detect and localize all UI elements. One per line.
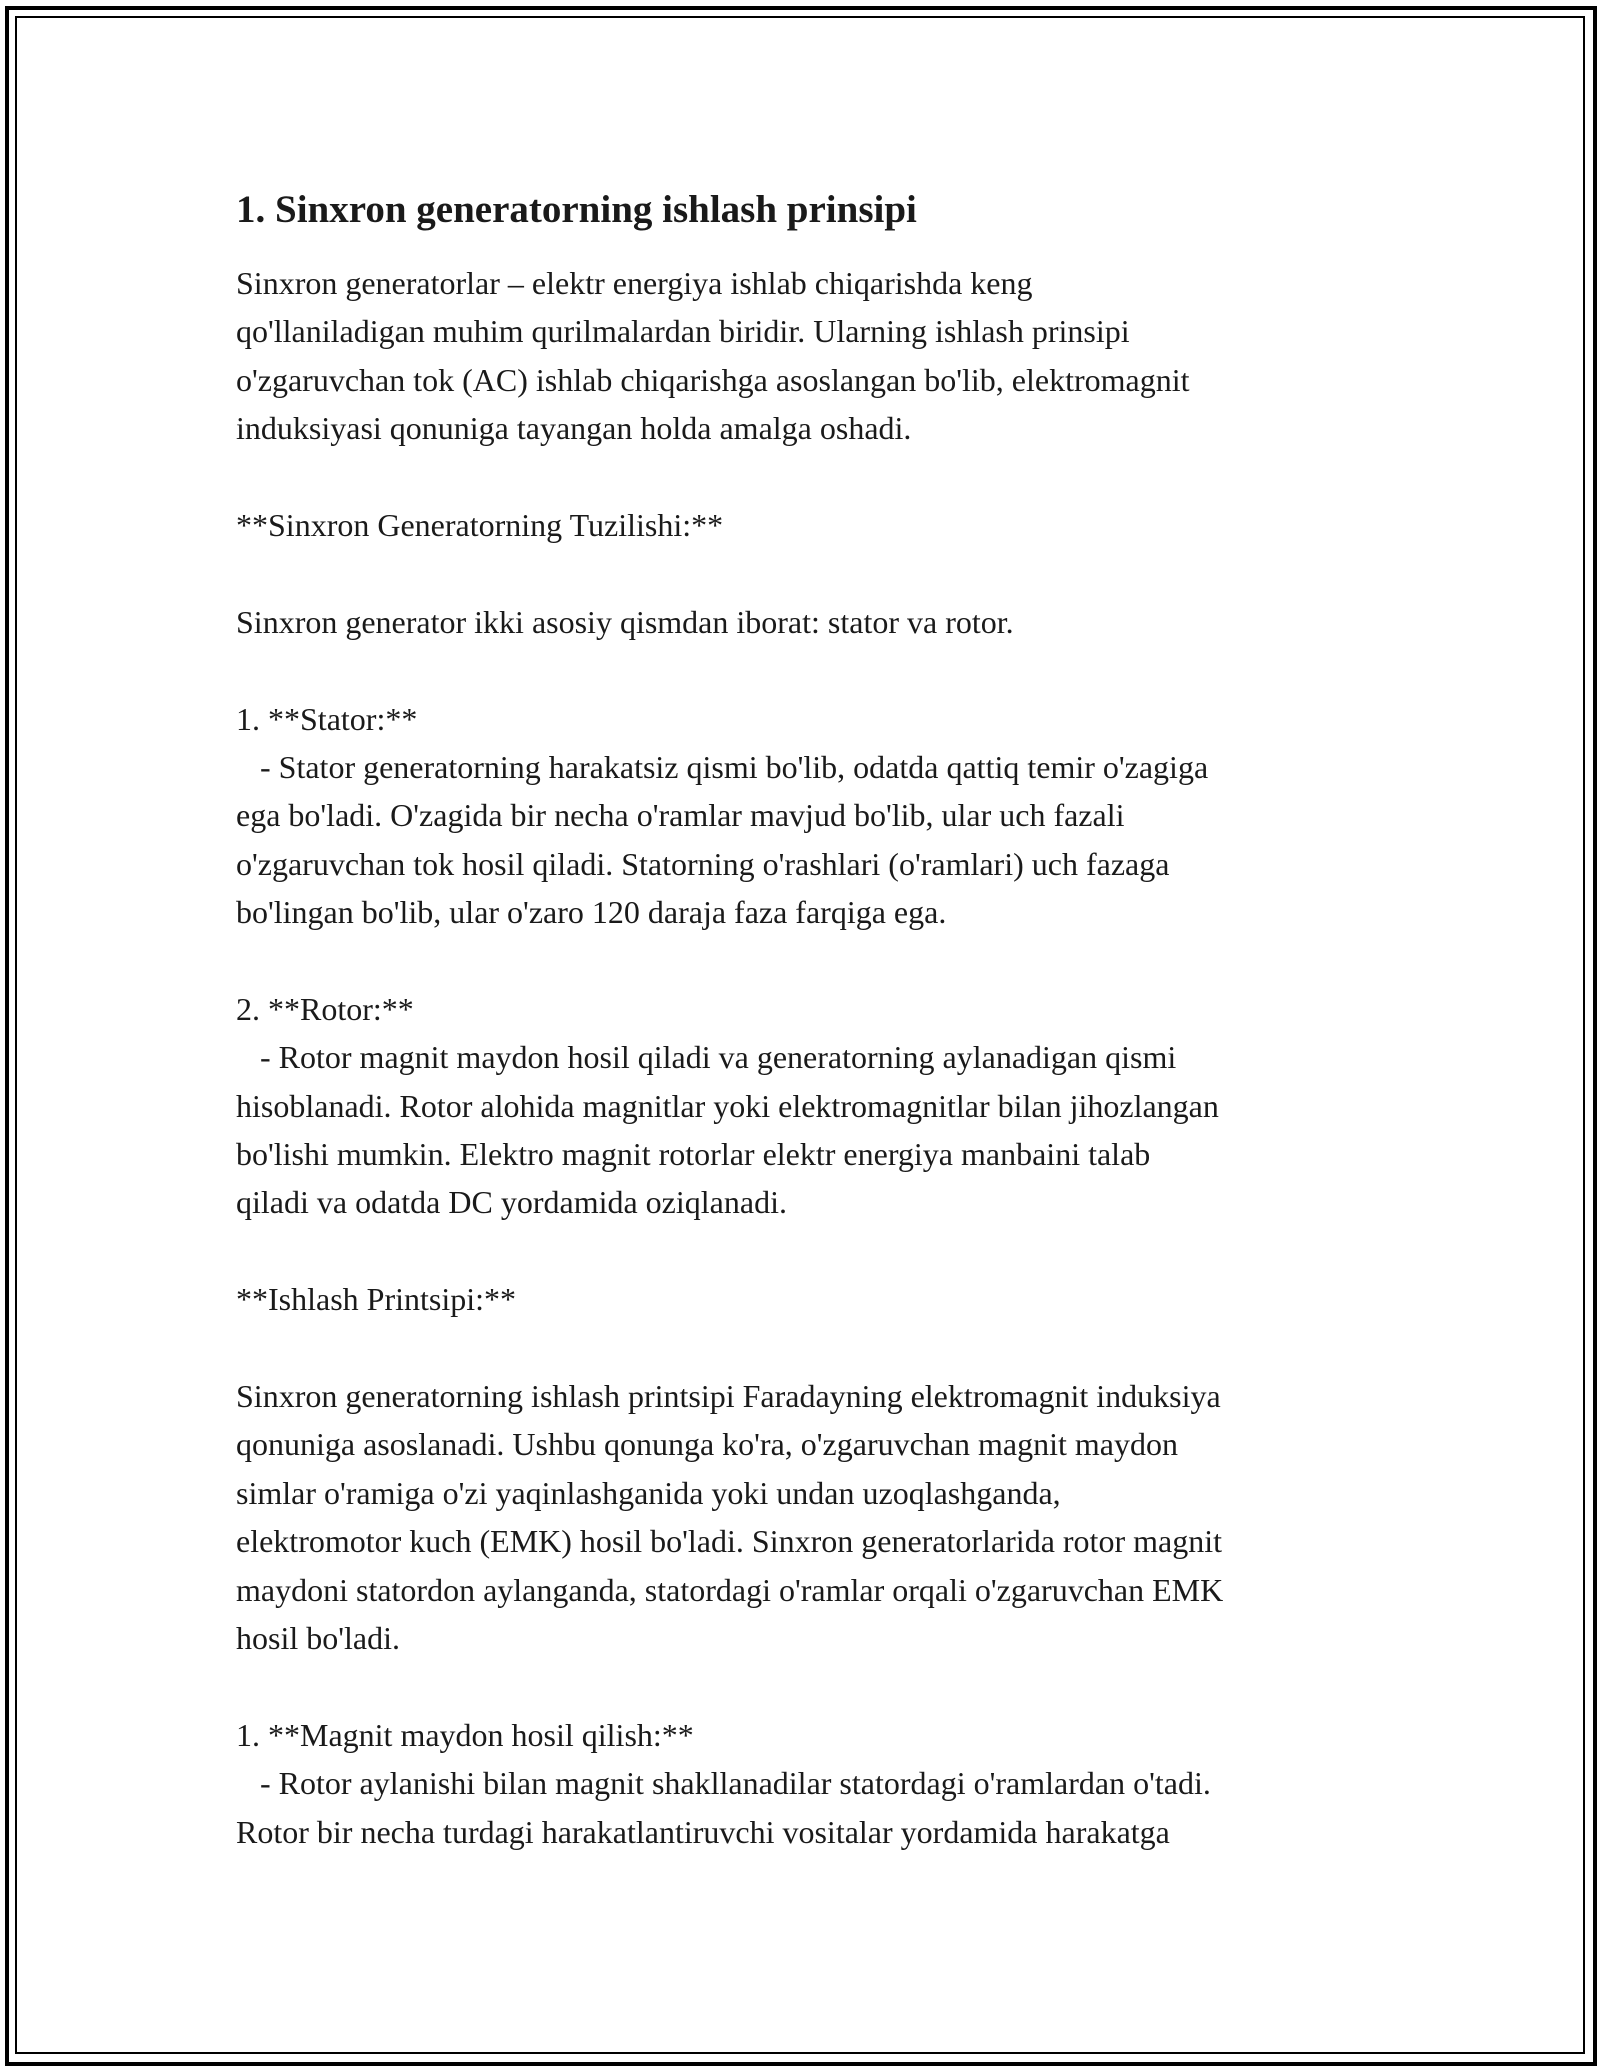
text-line: simlar o'ramiga o'zi yaqinlashganida yoki undan uzoqlashganda,	[236, 1474, 1061, 1511]
blank-line	[236, 453, 1376, 501]
text-line: **Sinxron Generatorning Tuzilishi:**	[236, 506, 724, 543]
text-line: o'zgaruvchan tok (AC) ishlab chiqarishga asoslangan bo'lib, elektromagnit	[236, 361, 1190, 398]
text-line: Rotor bir necha turdagi harakatlantiruvchi vositalar yordamida harakatga	[236, 1813, 1170, 1850]
text-line: induksiyasi qonuniga tayangan holda amalga oshadi.	[236, 410, 912, 447]
text-line: qiladi va odatda DC yordamida oziqlanadi.	[236, 1184, 787, 1221]
blank-line	[236, 549, 1376, 597]
text-line: 2. **Rotor:**	[236, 990, 414, 1027]
text-line: Sinxron generator ikki asosiy qismdan iborat: stator va rotor.	[236, 603, 1014, 640]
blank-line	[236, 1324, 1376, 1372]
text-line: bo'lishi mumkin. Elektro magnit rotorlar elektr energiya manbaini talab	[236, 1136, 1151, 1173]
blank-line	[236, 646, 1376, 694]
text-line: qonuniga asoslanadi. Ushbu qonunga ko'ra, o'zgaruvchan magnit maydon	[236, 1426, 1178, 1463]
text-line: Sinxron generatorlar – elektr energiya ishlab chiqarishda keng	[236, 265, 1033, 301]
blank-line	[236, 936, 1376, 984]
blank-line	[236, 1662, 1376, 1710]
text-line: hosil bo'ladi.	[236, 1619, 400, 1656]
paragraph-lines	[236, 259, 1376, 1856]
document-body	[236, 186, 1376, 1856]
text-line: - Rotor aylanishi bilan magnit shakllanadilar statordagi o'ramlardan o'tadi.	[236, 1765, 1211, 1802]
text-line: hisoblanadi. Rotor alohida magnitlar yoki elektromagnitlar bilan jihozlangan	[236, 1087, 1219, 1124]
text-line: elektromotor kuch (EMK) hosil bo'ladi. Sinxron generatorlarida rotor magnit	[236, 1523, 1222, 1560]
text-line: bo'lingan bo'lib, ular o'zaro 120 daraja faza farqiga ega.	[236, 894, 947, 931]
text-line: - Rotor magnit maydon hosil qiladi va generatorning aylanadigan qismi	[236, 1039, 1177, 1076]
text-line: o'zgaruvchan tok hosil qiladi. Statorning o'rashlari (o'ramlari) uch fazaga	[236, 845, 1170, 882]
text-line: qo'llaniladigan muhim qurilmalardan biridir. Ularning ishlash prinsipi	[236, 313, 1130, 350]
section-heading: 1. Sinxron generatorning ishlash prinsipi	[236, 188, 917, 231]
text-line: **Ishlash Printsipi:**	[236, 1281, 517, 1318]
text-line: Sinxron generatorning ishlash printsipi Faradayning elektromagnit induksiya	[236, 1377, 1221, 1414]
text-line: 1. **Magnit maydon hosil qilish:**	[236, 1716, 694, 1753]
text-line: 1. **Stator:**	[236, 700, 418, 737]
text-line: maydoni statordon aylanganda, statordagi o'ramlar orqali o'zgaruvchan EMK	[236, 1571, 1224, 1608]
blank-line	[236, 1227, 1376, 1275]
text-line: - Stator generatorning harakatsiz qismi bo'lib, odatda qattiq temir o'zagiga	[236, 748, 1209, 785]
text-line: ega bo'ladi. O'zagida bir necha o'ramlar mavjud bo'lib, ular uch fazali	[236, 797, 1125, 834]
